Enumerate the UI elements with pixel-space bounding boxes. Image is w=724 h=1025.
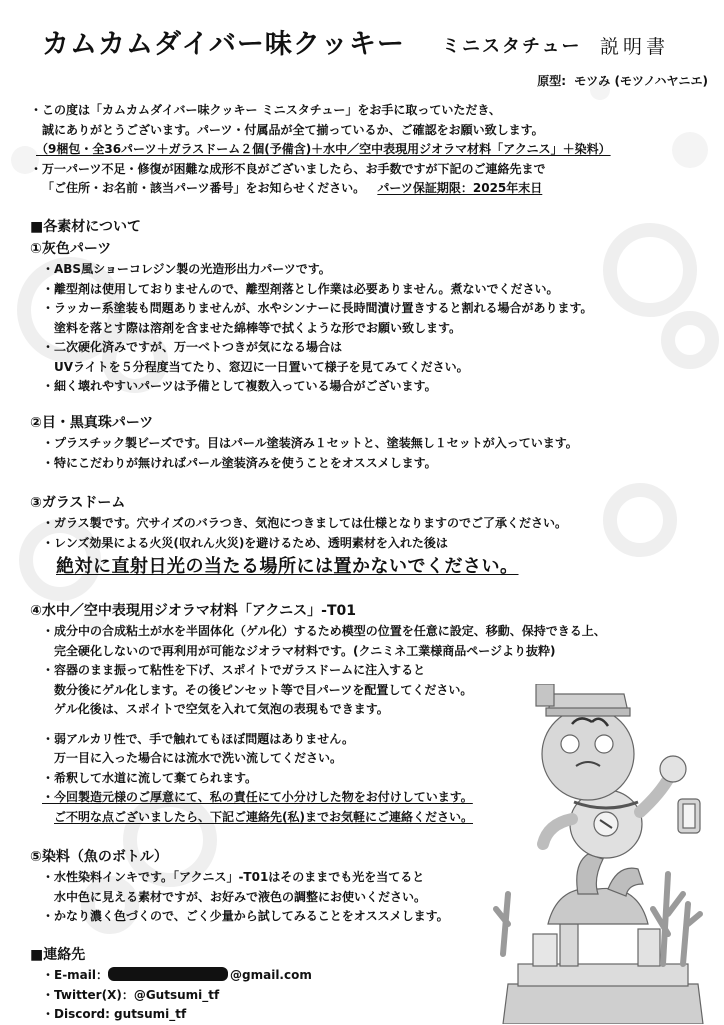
author-label: 原型:	[537, 74, 567, 88]
intro-contents-line: （9梱包・全36パーツ＋ガラスドーム２個(予備含)＋水中／空中表現用ジオラマ材料「アクニス」＋染料）	[36, 142, 611, 156]
email-label: ・E-mail：	[42, 968, 109, 982]
contact-heading: ■連絡先	[30, 947, 86, 963]
warranty-deadline: パーツ保証期限：2025年末日	[377, 181, 543, 195]
dye-heading: ⑤染料（魚のボトル）	[30, 849, 168, 865]
list-item: ・レンズ効果による火災(収れん火災)を避けるため、透明素材を入れた後は	[42, 535, 448, 550]
intro-line: ・万一パーツ不足・修復が困難な成形不良がございましたら、お手数ですが下記のご連絡先まで	[30, 161, 546, 176]
materials-section	[30, 216, 702, 397]
gray-parts-heading: ①灰色パーツ	[30, 241, 112, 257]
list-item: 完全硬化しないので再利用が可能なジオラマ材料です。(クニミネ工業様商品ページより抜粋)	[54, 643, 556, 658]
contact-twitter: ・Twitter(X)：@Gutsumi_tf	[42, 987, 220, 1002]
list-item: ご不明な点ございましたら、下記ご連絡先(私)までお気軽にご連絡ください。	[54, 809, 473, 824]
list-item: ・二次硬化済みですが、万一ベトつきが気になる場合は	[42, 340, 343, 354]
email-domain: @gmail.com	[230, 968, 312, 982]
list-item: 塗料を落とす際は溶剤を含ませた綿棒等で拭くような形でお願い致します。	[54, 320, 462, 335]
contact-discord: ・Discord: gutsumi_tf	[42, 1007, 187, 1021]
redaction-bar	[108, 967, 228, 981]
list-item: ゲル化後は、スポイトで空気を入れて気泡の表現もできます。	[54, 702, 389, 716]
dome-section	[30, 492, 702, 579]
eyes-section	[30, 412, 702, 473]
list-item: ・ガラス製です。穴サイズのバラつき、気泡につきましては仕様となりますのでご了承ください。	[42, 516, 568, 530]
list-item: ・離型剤は使用しておりませんので、離型剤落とし作業は必要ありません。煮ないでください。	[42, 281, 559, 296]
intro-line: 誠にありがとうございます。パーツ・付属品が全て揃っているか、ご確認をお願い致します。	[42, 122, 544, 137]
page-subtitle: ミニスタチュー	[442, 36, 582, 57]
aqunis-heading: ④水中／空中表現用ジオラマ材料「アクニス」-T01	[30, 603, 356, 619]
list-item: ・プラスチック製ビーズです。目はパール塗装済み１セットと、塗装無し１セットが入っています。	[42, 436, 578, 450]
page-title: カムカムダイバー味クッキー	[42, 29, 405, 60]
intro-line: ・この度は「カムカムダイバー味クッキー ミニスタチュー」をお手に取っていただき、	[30, 103, 501, 117]
eyes-heading: ②目・黒真珠パーツ	[30, 415, 154, 431]
intro-section	[30, 101, 702, 199]
list-item: 数分後にゲル化します。その後ピンセット等で目パーツを配置してください。	[54, 682, 473, 697]
list-item: ・弱アルカリ性で、手で触れてもほぼ問題はありません。	[42, 731, 355, 746]
author-name: モツみ (モツノハヤニエ)	[574, 74, 708, 88]
list-item: ・ABS風ショーコレジン製の光造形出力パーツです。	[42, 262, 331, 276]
list-item: ・ラッカー系塗装も問題ありませんが、水やシンナーに長時間漬け置きすると割れる場合があります。	[42, 301, 593, 315]
intro-notify-text: 「ご住所・お名前・該当パーツ番号」をお知らせください。	[42, 181, 366, 195]
intro-line	[30, 179, 702, 199]
dome-heading: ③ガラスドーム	[30, 495, 126, 511]
list-item: ・容器のまま振って粘性を下げ、スポイトでガラスドームに注入すると	[42, 663, 426, 677]
list-item: 万一目に入った場合には流水で洗い流してください。	[54, 751, 343, 765]
list-item: 水中色に見える素材ですが、お好みで液色の調整にお使いください。	[54, 889, 427, 904]
statue-illustration	[488, 684, 718, 1024]
title-row	[42, 18, 704, 58]
list-item: ・かなり濃く色づくので、ごく少量から試してみることをオススメします。	[42, 909, 449, 923]
sunlight-warning: 絶対に直射日光の当たる場所には置かないでください。	[56, 556, 519, 577]
list-item: ・細く壊れやすいパーツは予備として複数入っている場合がございます。	[42, 379, 437, 393]
list-item: ・水性染料インキです。「アクニス」-T01はそのままでも光を当てると	[42, 870, 425, 884]
materials-heading: ■各素材について	[30, 219, 141, 235]
page-title-manual: 説明書	[600, 36, 670, 58]
list-item: ・特にこだわりが無ければパール塗装済みを使うことをオススメします。	[42, 455, 437, 470]
author-credit	[537, 72, 708, 89]
list-item: ・今回製造元様のご厚意にて、私の責任にて小分けした物をお付けしています。	[42, 790, 473, 804]
list-item: ・成分中の合成粘土が水を半固体化（ゲル化）するため模型の位置を任意に設定、移動、保持できる上、	[42, 624, 606, 638]
list-item: ・希釈して水道に流して棄てられます。	[42, 770, 258, 785]
list-item: UVライトを５分程度当てたり、窓辺に一日置いて様子を見てみてください。	[54, 359, 469, 374]
